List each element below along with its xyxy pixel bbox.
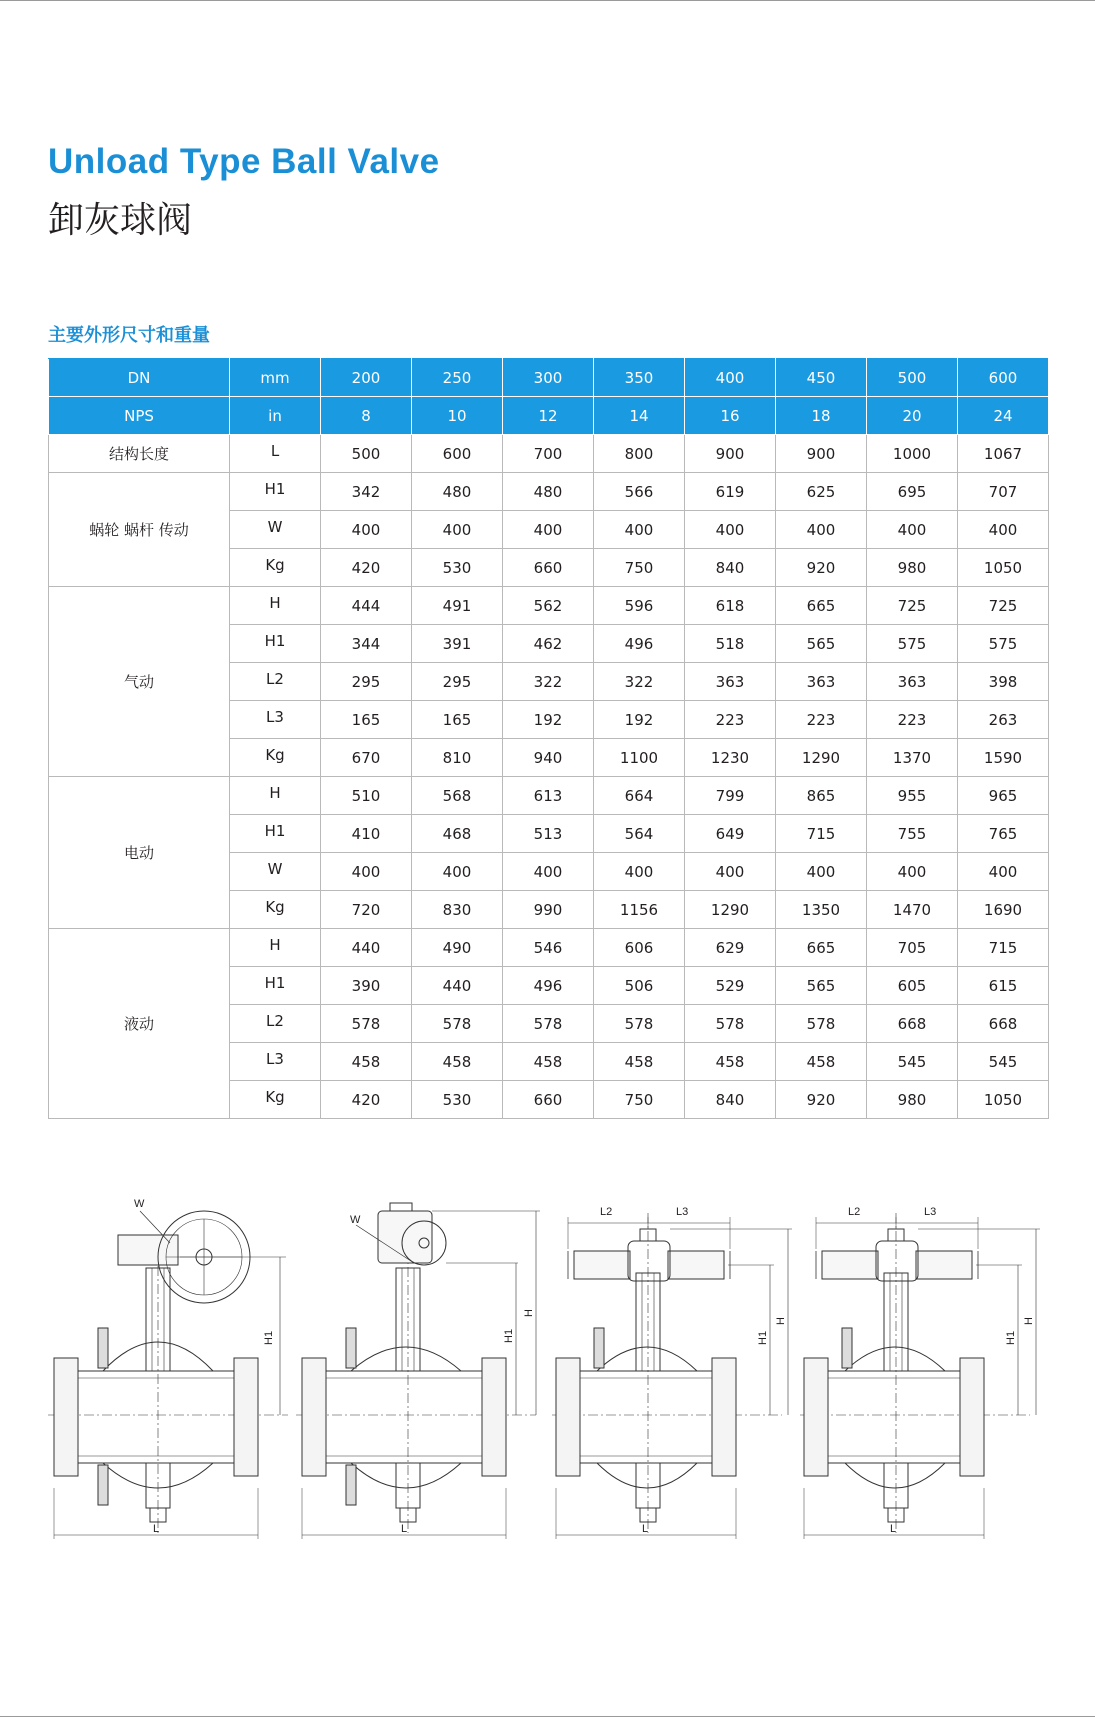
- table-cell: 496: [503, 967, 594, 1005]
- table-cell: 1050: [958, 549, 1049, 587]
- table-cell: 668: [867, 1005, 958, 1043]
- table-cell: 263: [958, 701, 1049, 739]
- table-cell: 625: [776, 473, 867, 511]
- dim-label-h: H: [1023, 1317, 1035, 1325]
- table-header-row: [49, 397, 1049, 435]
- dim-label-w: W: [134, 1198, 145, 1210]
- table-row: [49, 473, 1049, 511]
- table-cell: 165: [412, 701, 503, 739]
- param-label: H1: [230, 625, 321, 663]
- table-cell: 530: [412, 549, 503, 587]
- table-cell: 546: [503, 929, 594, 967]
- table-cell: 606: [594, 929, 685, 967]
- table-cell: 398: [958, 663, 1049, 701]
- table-cell: 990: [503, 891, 594, 929]
- table-cell: 900: [776, 435, 867, 473]
- table-cell: 765: [958, 815, 1049, 853]
- table-cell: 755: [867, 815, 958, 853]
- table-row: [49, 435, 1049, 473]
- header-value: 12: [503, 397, 594, 435]
- table-cell: 400: [867, 511, 958, 549]
- table-cell: 1100: [594, 739, 685, 777]
- table-cell: 295: [412, 663, 503, 701]
- table-cell: 707: [958, 473, 1049, 511]
- table-cell: 940: [503, 739, 594, 777]
- table-cell: 715: [958, 929, 1049, 967]
- table-cell: 545: [867, 1043, 958, 1081]
- param-label: L3: [230, 701, 321, 739]
- table-cell: 695: [867, 473, 958, 511]
- header-value: 200: [321, 359, 412, 397]
- table-cell: 670: [321, 739, 412, 777]
- table-cell: 1230: [685, 739, 776, 777]
- header-label: DN: [49, 359, 230, 397]
- table-cell: 458: [412, 1043, 503, 1081]
- header-value: 400: [685, 359, 776, 397]
- pneumatic-valve-drawing: [552, 1193, 800, 1553]
- param-label: L2: [230, 663, 321, 701]
- table-cell: 400: [685, 511, 776, 549]
- table-cell: 810: [412, 739, 503, 777]
- table-cell: 480: [412, 473, 503, 511]
- table-cell: 725: [867, 587, 958, 625]
- table-cell: 750: [594, 1081, 685, 1119]
- table-cell: 564: [594, 815, 685, 853]
- worm-gear-valve-drawing: [48, 1193, 288, 1553]
- page-bottom-rule: [0, 1716, 1095, 1717]
- table-cell: 1370: [867, 739, 958, 777]
- table-cell: 440: [412, 967, 503, 1005]
- table-cell: 400: [412, 511, 503, 549]
- param-label: H1: [230, 967, 321, 1005]
- table-cell: 344: [321, 625, 412, 663]
- dim-label-l: L: [642, 1523, 649, 1535]
- table-cell: 1690: [958, 891, 1049, 929]
- dimension-weight-table: [48, 358, 1049, 1119]
- table-cell: 322: [594, 663, 685, 701]
- table-cell: 192: [503, 701, 594, 739]
- table-cell: 613: [503, 777, 594, 815]
- header-value: 250: [412, 359, 503, 397]
- dim-label-h1: H1: [1005, 1330, 1017, 1345]
- table-cell: 1350: [776, 891, 867, 929]
- header-value: 600: [958, 359, 1049, 397]
- table-cell: 462: [503, 625, 594, 663]
- dim-label-l3: L3: [924, 1206, 937, 1218]
- table-cell: 480: [503, 473, 594, 511]
- table-cell: 578: [776, 1005, 867, 1043]
- table-cell: 566: [594, 473, 685, 511]
- table-cell: 400: [958, 511, 1049, 549]
- table-cell: 668: [958, 1005, 1049, 1043]
- table-cell: 363: [867, 663, 958, 701]
- param-label: L3: [230, 1043, 321, 1081]
- table-cell: 965: [958, 777, 1049, 815]
- table-cell: 400: [321, 511, 412, 549]
- electric-valve-drawing: [296, 1193, 546, 1553]
- section-title: 主要外形尺寸和重量: [48, 325, 210, 346]
- header-value: 8: [321, 397, 412, 435]
- table-row: [49, 929, 1049, 967]
- header-value: 350: [594, 359, 685, 397]
- header-value: 18: [776, 397, 867, 435]
- table-cell: 400: [867, 853, 958, 891]
- table-cell: 420: [321, 549, 412, 587]
- table-cell: 565: [776, 967, 867, 1005]
- table-cell: 506: [594, 967, 685, 1005]
- table-cell: 900: [685, 435, 776, 473]
- param-label: H1: [230, 815, 321, 853]
- table-cell: 600: [412, 435, 503, 473]
- header-value: 14: [594, 397, 685, 435]
- table-cell: 665: [776, 929, 867, 967]
- group-label: 结构长度: [49, 435, 230, 473]
- table-cell: 1156: [594, 891, 685, 929]
- table-row: [49, 587, 1049, 625]
- table-cell: 529: [685, 967, 776, 1005]
- param-label: H: [230, 929, 321, 967]
- page-title-english: Unload Type Ball Valve: [48, 142, 440, 181]
- table-cell: 1050: [958, 1081, 1049, 1119]
- group-label: 电动: [49, 777, 230, 929]
- table-cell: 578: [594, 1005, 685, 1043]
- table-cell: 391: [412, 625, 503, 663]
- header-unit: in: [230, 397, 321, 435]
- table-cell: 578: [321, 1005, 412, 1043]
- table-cell: 1000: [867, 435, 958, 473]
- param-label: Kg: [230, 549, 321, 587]
- dim-label-h1: H1: [503, 1328, 515, 1343]
- dim-label-h1: H1: [263, 1330, 275, 1345]
- param-label: Kg: [230, 739, 321, 777]
- table-cell: 715: [776, 815, 867, 853]
- table-cell: 165: [321, 701, 412, 739]
- table-cell: 568: [412, 777, 503, 815]
- table-cell: 1470: [867, 891, 958, 929]
- table-cell: 750: [594, 549, 685, 587]
- header-value: 24: [958, 397, 1049, 435]
- table-cell: 596: [594, 587, 685, 625]
- table-cell: 400: [321, 853, 412, 891]
- table-cell: 578: [412, 1005, 503, 1043]
- table-cell: 390: [321, 967, 412, 1005]
- table-cell: 665: [776, 587, 867, 625]
- group-label: 气动: [49, 587, 230, 777]
- header-value: 10: [412, 397, 503, 435]
- table-cell: 830: [412, 891, 503, 929]
- header-label: NPS: [49, 397, 230, 435]
- table-cell: 615: [958, 967, 1049, 1005]
- table-cell: 513: [503, 815, 594, 853]
- table-cell: 800: [594, 435, 685, 473]
- table-cell: 840: [685, 1081, 776, 1119]
- table-cell: 223: [867, 701, 958, 739]
- table-cell: 458: [685, 1043, 776, 1081]
- table-cell: 410: [321, 815, 412, 853]
- table-cell: 400: [958, 853, 1049, 891]
- table-cell: 491: [412, 587, 503, 625]
- table-cell: 192: [594, 701, 685, 739]
- table-cell: 530: [412, 1081, 503, 1119]
- table-cell: 400: [776, 511, 867, 549]
- valve-drawings: [48, 1193, 1048, 1553]
- table-cell: 920: [776, 549, 867, 587]
- table-cell: 629: [685, 929, 776, 967]
- table-cell: 342: [321, 473, 412, 511]
- header-value: 16: [685, 397, 776, 435]
- table-cell: 500: [321, 435, 412, 473]
- table-cell: 496: [594, 625, 685, 663]
- table-cell: 400: [685, 853, 776, 891]
- table-cell: 980: [867, 549, 958, 587]
- table-cell: 705: [867, 929, 958, 967]
- param-label: L2: [230, 1005, 321, 1043]
- group-label: 液动: [49, 929, 230, 1119]
- table-cell: 660: [503, 1081, 594, 1119]
- table-cell: 799: [685, 777, 776, 815]
- dim-label-h: H: [775, 1317, 787, 1325]
- table-cell: 400: [594, 511, 685, 549]
- table-cell: 1290: [685, 891, 776, 929]
- table-cell: 420: [321, 1081, 412, 1119]
- param-label: H: [230, 587, 321, 625]
- table-cell: 605: [867, 967, 958, 1005]
- table-cell: 458: [321, 1043, 412, 1081]
- table-cell: 840: [685, 549, 776, 587]
- table-cell: 565: [776, 625, 867, 663]
- table-cell: 223: [776, 701, 867, 739]
- param-label: Kg: [230, 1081, 321, 1119]
- dim-label-l3: L3: [676, 1206, 689, 1218]
- dim-label-l: L: [890, 1523, 897, 1535]
- table-cell: 518: [685, 625, 776, 663]
- table-cell: 490: [412, 929, 503, 967]
- dim-label-l: L: [153, 1523, 160, 1535]
- table-cell: 458: [776, 1043, 867, 1081]
- table-row: [49, 777, 1049, 815]
- table-cell: 720: [321, 891, 412, 929]
- table-header-row: [49, 359, 1049, 397]
- table-cell: 444: [321, 587, 412, 625]
- param-label: W: [230, 511, 321, 549]
- table-cell: 618: [685, 587, 776, 625]
- table-cell: 468: [412, 815, 503, 853]
- table-cell: 1590: [958, 739, 1049, 777]
- table-cell: 510: [321, 777, 412, 815]
- table-cell: 575: [958, 625, 1049, 663]
- table-cell: 700: [503, 435, 594, 473]
- param-label: L: [230, 435, 321, 473]
- table-cell: 619: [685, 473, 776, 511]
- table-cell: 400: [594, 853, 685, 891]
- header-value: 20: [867, 397, 958, 435]
- table-cell: 1290: [776, 739, 867, 777]
- table-cell: 562: [503, 587, 594, 625]
- dim-label-h1: H1: [757, 1330, 769, 1345]
- table-cell: 865: [776, 777, 867, 815]
- header-value: 500: [867, 359, 958, 397]
- table-cell: 363: [685, 663, 776, 701]
- table-cell: 458: [503, 1043, 594, 1081]
- dim-label-h: H: [523, 1309, 535, 1317]
- page-title-chinese: 卸灰球阀: [48, 200, 193, 241]
- param-label: H: [230, 777, 321, 815]
- param-label: Kg: [230, 891, 321, 929]
- table-cell: 649: [685, 815, 776, 853]
- table-cell: 578: [685, 1005, 776, 1043]
- table-cell: 295: [321, 663, 412, 701]
- table-cell: 400: [503, 511, 594, 549]
- table-cell: 1067: [958, 435, 1049, 473]
- dim-label-l2: L2: [848, 1206, 861, 1218]
- table-cell: 725: [958, 587, 1049, 625]
- table-cell: 322: [503, 663, 594, 701]
- table-cell: 400: [776, 853, 867, 891]
- param-label: W: [230, 853, 321, 891]
- table-cell: 955: [867, 777, 958, 815]
- header-value: 300: [503, 359, 594, 397]
- group-label: 蜗轮 蜗杆 传动: [49, 473, 230, 587]
- dim-label-l: L: [401, 1523, 408, 1535]
- table-cell: 660: [503, 549, 594, 587]
- header-unit: mm: [230, 359, 321, 397]
- param-label: H1: [230, 473, 321, 511]
- table-cell: 578: [503, 1005, 594, 1043]
- table-cell: 664: [594, 777, 685, 815]
- table-cell: 363: [776, 663, 867, 701]
- table-cell: 980: [867, 1081, 958, 1119]
- dim-label-l2: L2: [600, 1206, 613, 1218]
- table-cell: 400: [503, 853, 594, 891]
- table-cell: 440: [321, 929, 412, 967]
- table-cell: 575: [867, 625, 958, 663]
- table-cell: 920: [776, 1081, 867, 1119]
- table-cell: 458: [594, 1043, 685, 1081]
- table-cell: 223: [685, 701, 776, 739]
- page-top-rule: [0, 0, 1095, 1]
- header-value: 450: [776, 359, 867, 397]
- table-cell: 545: [958, 1043, 1049, 1081]
- dim-label-w: W: [350, 1214, 361, 1226]
- hydraulic-valve-drawing: [800, 1193, 1048, 1553]
- table-cell: 400: [412, 853, 503, 891]
